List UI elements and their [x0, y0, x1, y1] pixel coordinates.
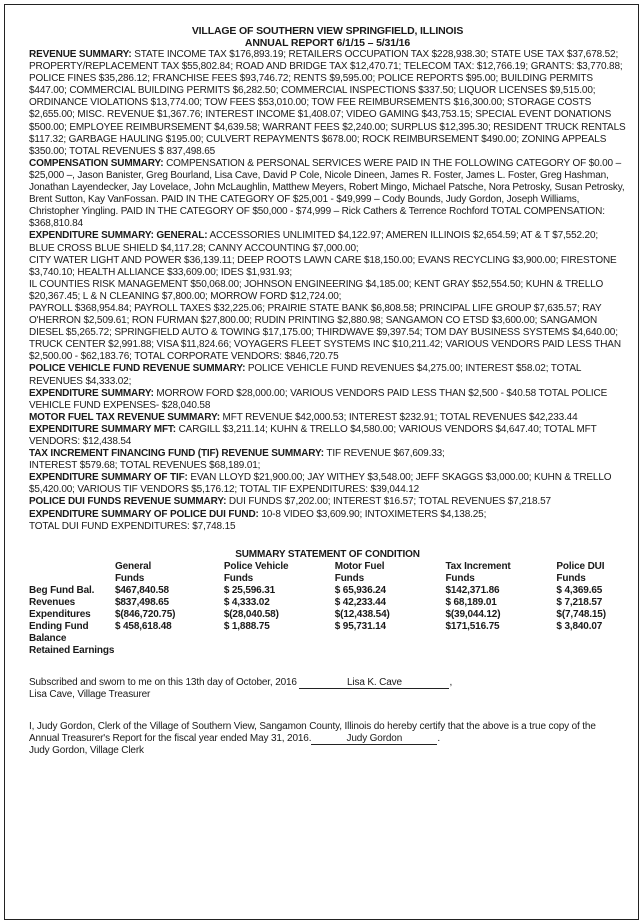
section-heading: EXPENDITURE SUMMARY MFT: — [29, 423, 176, 435]
summary-cell — [224, 633, 335, 645]
section-heading: EXPENDITURE SUMMARY: GENERAL: — [29, 230, 208, 242]
clerk-name: Judy Gordon, Village Clerk — [29, 745, 144, 757]
summary-cell — [445, 645, 556, 657]
section-text: TOTAL DUI FUND EXPENDITURES: $7,748.15 — [29, 520, 236, 532]
summary-cell — [445, 633, 556, 645]
summary-column-header: Funds — [445, 572, 475, 584]
summary-column-header: Tax Increment — [445, 560, 511, 572]
report-paragraph — [29, 472, 626, 496]
summary-column-header: Motor Fuel — [334, 560, 385, 572]
summary-cell: $ 42,233.44 — [334, 596, 386, 608]
report-paragraph — [29, 448, 626, 460]
report-paragraph — [29, 158, 626, 231]
section-heading: EXPENDITURE SUMMARY OF TIF: — [29, 472, 188, 484]
report-title-line1: VILLAGE OF SOUTHERN VIEW SPRINGFIELD, ILLINOIS — [191, 25, 464, 37]
section-heading: EXPENDITURE SUMMARY OF POLICE DUI FUND: — [29, 508, 259, 520]
section-heading: COMPENSATION SUMMARY: — [29, 157, 164, 169]
section-text: TIF REVENUE $67,609.33; — [323, 448, 445, 460]
report-paragraph — [29, 388, 626, 412]
summary-cell: $ 1,888.75 — [223, 620, 270, 632]
summary-row — [29, 645, 626, 657]
summary-column-header — [29, 573, 115, 585]
section-heading: EXPENDITURE SUMMARY: — [29, 387, 154, 399]
section-text: MFT REVENUE $42,000.53; INTEREST $232.91; TOTAL REVENUES $42,233.44 — [219, 411, 578, 423]
section-text: CITY WATER LIGHT AND POWER $36,139.11; DEEP ROOTS LAWN CARE $18,150.00; EVANS RECYCLING $3,900.00; FIRESTONE $3,740.10; HEALTH ALLIANCE $33,609.00; IDES $1,931.93; — [29, 254, 617, 278]
clerk-certification-text: I, Judy Gordon, Clerk of the Village of Southern View, Sangamon County, Illinois do hereby certify that the above is a true copy of the Annual Treasurer's Report for the fiscal year ended May 31, 2016. — [29, 721, 596, 745]
report-paragraph — [29, 509, 626, 521]
summary-cell: $ 68,189.01 — [445, 596, 497, 608]
summary-cell: $837,498.65 — [114, 596, 169, 608]
summary-cell — [556, 633, 626, 645]
report-paragraph — [29, 412, 626, 424]
report-paragraph — [29, 279, 626, 303]
section-heading: REVENUE SUMMARY: — [29, 49, 132, 60]
treasurer-attestation — [29, 677, 626, 701]
report-paragraph — [29, 424, 626, 448]
report-paragraph — [29, 460, 626, 472]
summary-row-label: Expenditures — [29, 608, 91, 620]
summary-row — [29, 585, 626, 597]
summary-column-header: Police DUI — [556, 560, 605, 572]
summary-cell — [556, 645, 626, 657]
summary-cell: $ 65,936.24 — [334, 584, 386, 596]
clerk-signature-tail: . — [437, 733, 440, 745]
summary-column-header: Funds — [114, 572, 145, 584]
annual-report-notice — [4, 4, 639, 920]
treasurer-signature: Lisa K. Cave — [299, 677, 449, 689]
report-paragraph — [29, 363, 626, 387]
summary-cell: $467,840.58 — [114, 584, 169, 596]
summary-column-header: Funds — [556, 572, 586, 584]
report-paragraph — [29, 521, 626, 533]
summary-column-header: Funds — [223, 572, 254, 584]
report-paragraph — [29, 255, 626, 279]
section-text: MORROW FORD $28,000.00; VARIOUS VENDORS PAID LESS THAN $2,500 - $40.58 TOTAL POLICE VEHICLE FUND EXPENSES- $28,040.58 — [29, 387, 608, 411]
section-text: INTEREST $579.68; TOTAL REVENUES $68,189.01; — [29, 460, 261, 472]
treasurer-attestation-text: Subscribed and sworn to me on this 13th day of October, 2016 — [29, 676, 300, 688]
summary-cell — [115, 633, 224, 645]
summary-row-label: Ending Fund — [29, 620, 89, 632]
section-text: ACCESSORIES UNLIMITED $4,122.97; AMEREN ILLINOIS $2,654.59; AT & T $7,552.20; BLUE CROSS BLUE SHIELD $4,117.28; CANNY ACCOUNTING $7,000.00; — [29, 230, 598, 254]
summary-cell: $142,371.86 — [445, 584, 500, 596]
summary-cell: $(39,044.12) — [445, 608, 501, 620]
summary-column-header: General — [114, 560, 152, 572]
report-sections — [29, 49, 626, 533]
summary-row — [29, 597, 626, 609]
summary-row-label: Revenues — [29, 596, 76, 608]
summary-cell — [335, 645, 446, 657]
summary-column-header — [29, 561, 115, 573]
clerk-certification — [29, 721, 626, 757]
summary-cell: $(846,720.75) — [114, 608, 176, 620]
summary-title: SUMMARY STATEMENT OF CONDITION — [235, 548, 420, 560]
report-title-line2: ANNUAL REPORT 6/1/15 – 5/31/16 — [244, 37, 411, 49]
section-text: EVAN LLOYD $21,900.00; JAY WITHEY $3,548.00; JEFF SKAGGS $3,000.00; KUHN & TRELLO $5,420.00; VARIOUS TIF VENDORS $5,176.12; TOTAL TIF EXPENDITURES: $39,044.12 — [29, 472, 612, 496]
summary-row-label: Beg Fund Bal. — [29, 584, 95, 596]
section-text: DUI FUNDS $7,202.00; INTEREST $16.57; TOTAL REVENUES $7,218.57 — [226, 496, 551, 508]
report-paragraph — [29, 496, 626, 508]
section-text: CARGILL $3,211.14; KUHN & TRELLO $4,580.00; VARIOUS VENDORS $4,647.40; TOTAL MFT VENDORS: $12,438.54 — [29, 423, 597, 447]
treasurer-name: Lisa Cave, Village Treasurer — [29, 688, 151, 700]
summary-row-label: Balance — [29, 632, 67, 644]
report-paragraph — [29, 303, 626, 363]
summary-column-header: Police Vehicle — [223, 560, 289, 572]
clerk-signature: Judy Gordon — [311, 733, 437, 745]
summary-row — [29, 633, 626, 645]
section-text: COMPENSATION & PERSONAL SERVICES WERE PAID IN THE FOLLOWING CATEGORY OF $0.00 – $25,000 –, Jason Banister, Greg Bourland, Lisa Cave, David P Cole, Nicole Dineen, James R. Foster, James L. Foster, Greg Hashman, Jonathan Layendecker, Jay Lovelace, John McLaughlin, Matthew Meyers, Robert Mingo, Michael Patsche, Nora Petrosky, Susan Petrosky, Brent Sutton, Kay VanFossan. PAID IN THE CATEGORY OF $25,001 - $49,999 – Cody Bounds, Judy Gordon, Joseph Williams, Christopher Yingling. PAID IN THE CATEGORY OF $50,000 - $74,999 – Rick Cathers & Terrence Rochford TOTAL COMPENSATION: $368,810.84 — [29, 157, 625, 230]
summary-cell: $(7,748.15) — [556, 608, 606, 620]
summary-header-row — [29, 561, 626, 573]
summary-cell: $ 25,596.31 — [223, 584, 276, 596]
report-paragraph — [29, 230, 626, 254]
summary-header-row — [29, 573, 626, 585]
section-heading: POLICE VEHICLE FUND REVENUE SUMMARY: — [29, 363, 246, 375]
summary-cell: $(12,438.54) — [334, 608, 390, 620]
summary-cell — [335, 633, 446, 645]
summary-column-header: Funds — [334, 572, 365, 584]
section-text: STATE INCOME TAX $176,893.19; RETAILERS OCCUPATION TAX $228,938.30; STATE USE TAX $37,678.52; PROPERTY/REPLACEMENT TAX $55,802.84; ROAD AND BRIDGE TAX $12,470.71; TELECOM TAX: $12,766.19; GRANTS: $3,770.88; POLICE FINES $35,286.12; FRANCHISE FEES $93,746.72; RENTS $9,595.00; POLICE REPORTS $95.00; BUILDING PERMITS $447.00; COMMERCIAL BUILDING PERMITS $6,282.50; COMMERCIAL INSPECTIONS $337.50; LIQUOR LICENSES $9,515.00; ORDINANCE VIOLATIONS $13,774.00; TOW FEES $53,010.00; TOW FEE REIMBURSEMENTS $16,300.00; STORAGE COSTS $2,655.00; MISC. REVENUE $1,367.76; INTEREST INCOME $1,408.07; VIDEO GAMING $43,753.15; SPECIAL EVENT DONATIONS $500.00; EMPLOYEE REIMBURSEMENT $4,639.58; WARRANT FEES $2,240.00; SURPLUS $12,395.30; RESIDENT TRUCK RENTALS $117.32; GARBAGE HAULING $195.00; CULVERT REPAYMENTS $678.00; ROCK REIMBURSEMENT $490.00; ZONING APPEALS $350.00; TOTAL REVENUES $ 837,498.65 — [29, 49, 626, 157]
summary-cell: $ 4,369.65 — [556, 584, 603, 596]
summary-cell: $ 7,218.57 — [556, 596, 603, 608]
report-paragraph — [29, 49, 626, 158]
summary-cell: $ 3,840.07 — [556, 620, 603, 632]
section-heading: POLICE DUI FUNDS REVENUE SUMMARY: — [29, 496, 227, 508]
summary-row — [29, 621, 626, 633]
summary-row — [29, 609, 626, 621]
summary-cell: $(28,040.58) — [223, 608, 279, 620]
summary-cell: $171,516.75 — [445, 620, 500, 632]
summary-cell: $ 95,731.14 — [334, 620, 386, 632]
summary-cell: $ 4,333.02 — [223, 596, 270, 608]
summary-cell — [224, 645, 335, 657]
summary-cell — [115, 645, 224, 657]
summary-cell: $ 458,618.48 — [114, 620, 172, 632]
section-text: POLICE VEHICLE FUND REVENUES $4,275.00; INTEREST $58.02; TOTAL REVENUES $4,333.02; — [29, 363, 581, 387]
section-heading: MOTOR FUEL TAX REVENUE SUMMARY: — [29, 411, 220, 423]
section-heading: TAX INCREMENT FINANCING FUND (TIF) REVENUE SUMMARY: — [29, 448, 324, 460]
section-text: IL COUNTIES RISK MANAGEMENT $50,068.00; JOHNSON ENGINEERING $4,185.00; KENT GRAY $52,554.50; KUHN & TRELLO $20,367.45; L & N CLEANING $7,800.00; MORROW FORD $12,724.00; — [29, 278, 604, 302]
summary-row-label: Retained Earnings — [29, 644, 115, 656]
summary-table — [29, 561, 626, 657]
section-text: PAYROLL $368,954.84; PAYROLL TAXES $32,225.06; PRAIRIE STATE BANK $6,808.58; PRINCIPAL LIFE GROUP $7,635.57; RAY O'HERRON $2,509.61; RON FURMAN $27,800.00; RUDIN PRINTING $2,880.98; SANGAMON CO ETSD $3,600.00; SANGAMON DIESEL $5,265.72; SPRINGFIELD AUTO & TOWING $17,175.00; THIRDWAVE $9,397.54; TOM DAY BUSINESS SYSTEMS $4,640.00; TRUCK CENTER $2,991.88; VISA $11,824.66; VOYAGERS FLEET SYSTEMS INC $10,211.42; VARIOUS VENDORS PAID LESS THAN $2,500.00 - $62,183.76; TOTAL CORPORATE VENDORS: $846,720.75 — [29, 302, 621, 363]
treasurer-signature-tail: , — [449, 676, 453, 688]
section-text: 10-8 VIDEO $3,609.90; INTOXIMETERS $4,138.25; — [258, 508, 487, 520]
